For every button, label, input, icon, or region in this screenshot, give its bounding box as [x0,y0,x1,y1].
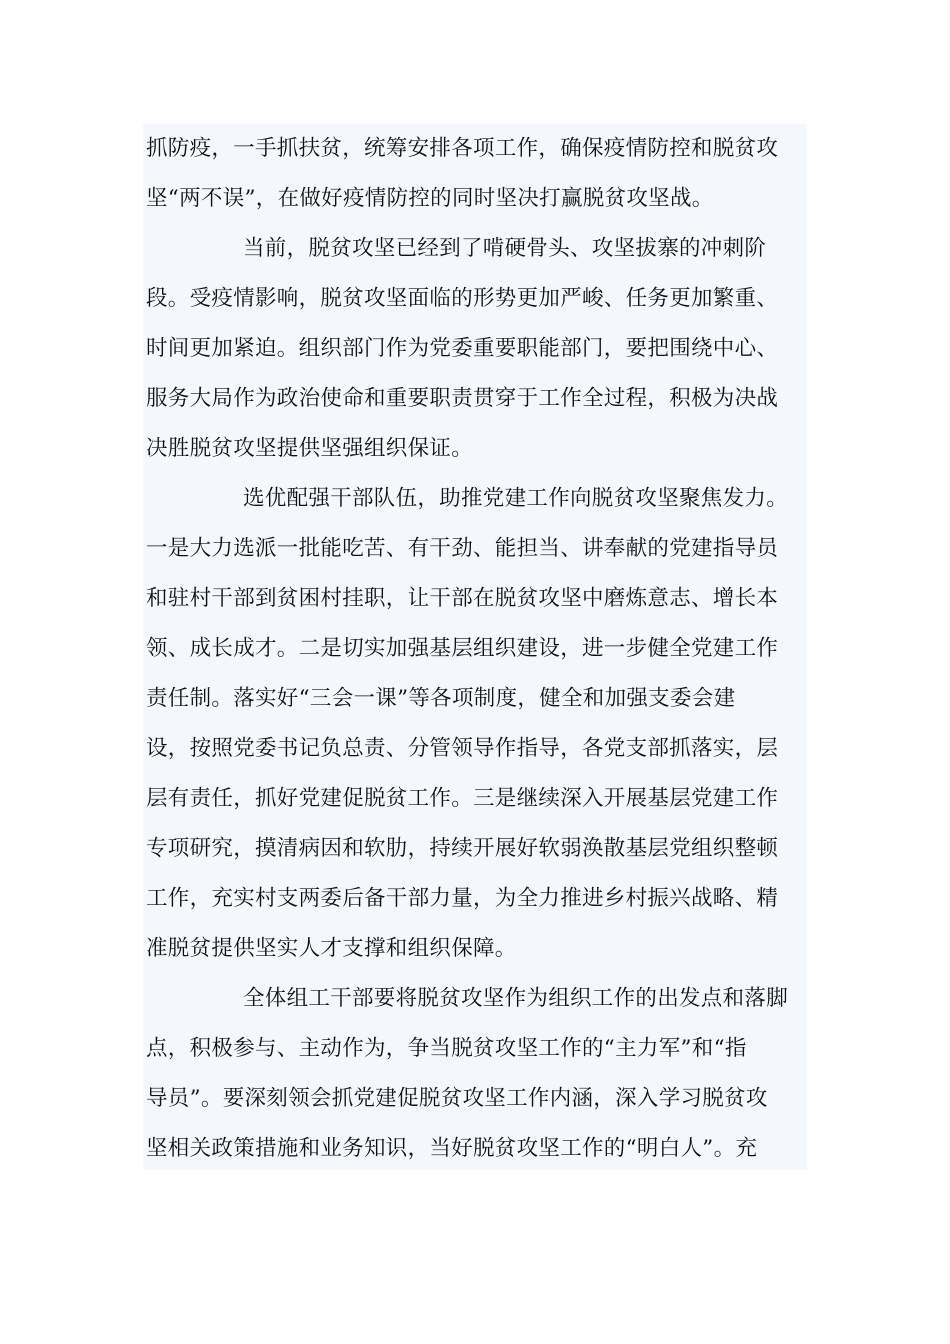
paragraph-first-line: 当前，脱贫攻坚已经到了啃硬骨头、攻坚拔寨的冲刺阶 [243,236,767,261]
text-line: 服务大局作为政治使命和重要职责贯穿于工作全过程，积极为决战 [146,386,779,411]
text-line: 时间更加紧迫。组织部门作为党委重要职能部门，要把围绕中心、 [146,336,779,361]
text-line: 领、成长成才。二是切实加强基层组织建设，进一步健全党建工作 [146,636,779,661]
text-line: 决胜脱贫攻坚提供坚强组织保证。 [146,436,474,461]
text-line: 一是大力选派一批能吃苦、有干劲、能担当、讲奉献的党建指导员 [146,536,779,561]
text-line: 和驻村干部到贫困村挂职，让干部在脱贫攻坚中磨炼意志、增长本 [146,586,779,611]
text-line: 抓防疫，一手抓扶贫，统筹安排各项工作，确保疫情防控和脱贫攻 [146,136,779,161]
paragraph-first-line: 选优配强干部队伍，助推党建工作向脱贫攻坚聚焦发力。 [243,486,789,511]
text-line: 工作，充实村支两委后备干部力量，为全力推进乡村振兴战略、精 [146,886,779,911]
text-line: 导员”。要深刻领会抓党建促脱贫攻坚工作内涵，深入学习脱贫攻 [146,1086,768,1111]
text-line: 点，积极参与、主动作为，争当脱贫攻坚工作的“主力军”和“指 [146,1036,747,1061]
text-line: 准脱贫提供坚实人才支撑和组织保障。 [146,936,517,961]
text-line: 坚“两不误”，在做好疫情防控的同时坚决打赢脱贫攻坚战。 [146,186,714,211]
text-line: 责任制。落实好“三会一课”等各项制度，健全和加强支委会建 [146,686,736,711]
text-line: 专项研究，摸清病因和软肋，持续开展好软弱涣散基层党组织整顿 [146,836,779,861]
text-line: 设，按照党委书记负总责、分管领导作指导，各党支部抓落实，层 [146,736,779,761]
body-text [143,124,807,1170]
text-line: 段。受疫情影响，脱贫攻坚面临的形势更加严峻、任务更加繁重、 [146,286,779,311]
text-line: 坚相关政策措施和业务知识，当好脱贫攻坚工作的“明白人”。充 [146,1136,758,1161]
text-line: 层有责任，抓好党建促脱贫工作。三是继续深入开展基层党建工作 [146,786,779,811]
paragraph-first-line: 全体组工干部要将脱贫攻坚作为组织工作的出发点和落脚 [243,986,789,1011]
